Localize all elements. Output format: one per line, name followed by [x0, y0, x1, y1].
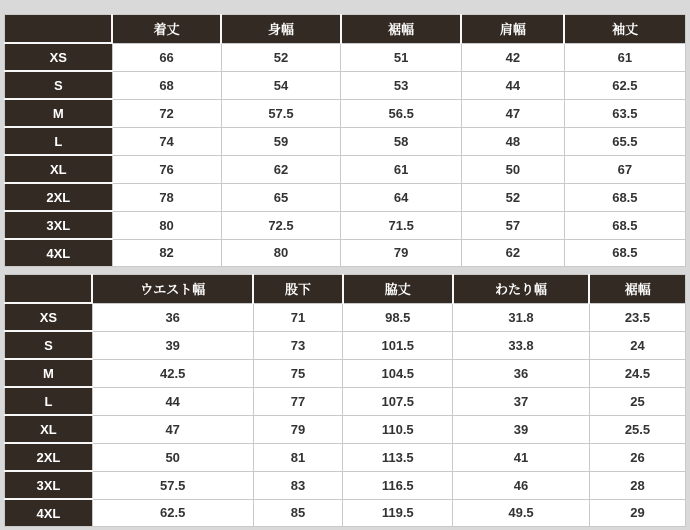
size-label: M: [5, 359, 93, 387]
size-row: [5, 499, 686, 527]
measurement-cell: 68.5: [564, 183, 685, 211]
measurement-cell: 61: [564, 43, 685, 71]
size-row: [5, 127, 686, 155]
measurement-cell: 75: [253, 359, 343, 387]
measurement-cell: 52: [221, 43, 341, 71]
measurement-cell: 25: [589, 387, 685, 415]
measurement-cell: 119.5: [343, 499, 453, 527]
measurement-cell: 24: [589, 331, 685, 359]
measurement-cell: 98.5: [343, 303, 453, 331]
measurement-cell: 44: [461, 71, 564, 99]
size-label: L: [5, 127, 113, 155]
size-row: [5, 71, 686, 99]
column-header: 裾幅: [341, 15, 462, 44]
measurement-cell: 71.5: [341, 211, 462, 239]
measurement-cell: 77: [253, 387, 343, 415]
size-label: S: [5, 331, 93, 359]
measurement-cell: 49.5: [453, 499, 590, 527]
corner-cell: [5, 275, 93, 304]
measurement-cell: 64: [341, 183, 462, 211]
measurement-cell: 46: [453, 471, 590, 499]
measurement-cell: 61: [341, 155, 462, 183]
size-row: [5, 183, 686, 211]
measurement-cell: 47: [92, 415, 253, 443]
measurement-cell: 68: [112, 71, 221, 99]
measurement-cell: 58: [341, 127, 462, 155]
column-header: わたり幅: [453, 275, 590, 304]
measurement-cell: 62: [461, 239, 564, 267]
measurement-cell: 42.5: [92, 359, 253, 387]
size-label: 4XL: [5, 499, 93, 527]
measurement-cell: 25.5: [589, 415, 685, 443]
size-label: 3XL: [5, 471, 93, 499]
measurement-cell: 82: [112, 239, 221, 267]
measurement-cell: 74: [112, 127, 221, 155]
size-label: 2XL: [5, 443, 93, 471]
measurement-cell: 81: [253, 443, 343, 471]
measurement-cell: 76: [112, 155, 221, 183]
header-row: [5, 15, 686, 44]
measurement-cell: 62.5: [564, 71, 685, 99]
measurement-cell: 65: [221, 183, 341, 211]
measurement-cell: 59: [221, 127, 341, 155]
size-label: 4XL: [5, 239, 113, 267]
measurement-cell: 50: [92, 443, 253, 471]
column-header: ウエスト幅: [92, 275, 253, 304]
measurement-cell: 80: [221, 239, 341, 267]
measurement-cell: 44: [92, 387, 253, 415]
size-row: [5, 471, 686, 499]
header-row: [5, 275, 686, 304]
measurement-cell: 57.5: [221, 99, 341, 127]
size-label: XL: [5, 415, 93, 443]
measurement-cell: 33.8: [453, 331, 590, 359]
measurement-cell: 62: [221, 155, 341, 183]
column-header: 肩幅: [461, 15, 564, 44]
size-label: 3XL: [5, 211, 113, 239]
measurement-cell: 73: [253, 331, 343, 359]
measurement-cell: 71: [253, 303, 343, 331]
measurement-cell: 36: [453, 359, 590, 387]
measurement-cell: 56.5: [341, 99, 462, 127]
size-row: [5, 239, 686, 267]
size-row: [5, 303, 686, 331]
measurement-cell: 68.5: [564, 211, 685, 239]
measurement-cell: 85: [253, 499, 343, 527]
measurement-cell: 116.5: [343, 471, 453, 499]
column-header: 股下: [253, 275, 343, 304]
measurement-cell: 41: [453, 443, 590, 471]
size-row: [5, 155, 686, 183]
measurement-cell: 39: [453, 415, 590, 443]
measurement-cell: 79: [341, 239, 462, 267]
size-row: [5, 415, 686, 443]
measurement-cell: 31.8: [453, 303, 590, 331]
measurement-cell: 63.5: [564, 99, 685, 127]
measurement-cell: 48: [461, 127, 564, 155]
size-row: [5, 99, 686, 127]
measurement-cell: 47: [461, 99, 564, 127]
column-header: 裾幅: [589, 275, 685, 304]
measurement-cell: 54: [221, 71, 341, 99]
measurement-cell: 57.5: [92, 471, 253, 499]
measurement-cell: 24.5: [589, 359, 685, 387]
size-row: [5, 211, 686, 239]
size-row: [5, 387, 686, 415]
size-label: L: [5, 387, 93, 415]
measurement-cell: 78: [112, 183, 221, 211]
bottoms-size-table: [4, 274, 686, 527]
size-label: XS: [5, 303, 93, 331]
measurement-cell: 66: [112, 43, 221, 71]
measurement-cell: 80: [112, 211, 221, 239]
measurement-cell: 23.5: [589, 303, 685, 331]
measurement-cell: 65.5: [564, 127, 685, 155]
measurement-cell: 62.5: [92, 499, 253, 527]
measurement-cell: 72.5: [221, 211, 341, 239]
measurement-cell: 107.5: [343, 387, 453, 415]
size-row: [5, 331, 686, 359]
size-label: M: [5, 99, 113, 127]
column-header: 脇丈: [343, 275, 453, 304]
measurement-cell: 29: [589, 499, 685, 527]
measurement-cell: 104.5: [343, 359, 453, 387]
size-label: XL: [5, 155, 113, 183]
column-header: 袖丈: [564, 15, 685, 44]
measurement-cell: 53: [341, 71, 462, 99]
measurement-cell: 52: [461, 183, 564, 211]
tops-size-table: [4, 14, 686, 267]
column-header: 着丈: [112, 15, 221, 44]
measurement-cell: 36: [92, 303, 253, 331]
measurement-cell: 26: [589, 443, 685, 471]
measurement-cell: 101.5: [343, 331, 453, 359]
measurement-cell: 57: [461, 211, 564, 239]
size-label: 2XL: [5, 183, 113, 211]
measurement-cell: 83: [253, 471, 343, 499]
measurement-cell: 67: [564, 155, 685, 183]
measurement-cell: 37: [453, 387, 590, 415]
size-row: [5, 443, 686, 471]
size-row: [5, 43, 686, 71]
size-row: [5, 359, 686, 387]
measurement-cell: 68.5: [564, 239, 685, 267]
size-label: XS: [5, 43, 113, 71]
measurement-cell: 42: [461, 43, 564, 71]
measurement-cell: 110.5: [343, 415, 453, 443]
measurement-cell: 51: [341, 43, 462, 71]
measurement-cell: 50: [461, 155, 564, 183]
size-label: S: [5, 71, 113, 99]
measurement-cell: 28: [589, 471, 685, 499]
column-header: 身幅: [221, 15, 341, 44]
corner-cell: [5, 15, 113, 44]
measurement-cell: 39: [92, 331, 253, 359]
measurement-cell: 72: [112, 99, 221, 127]
measurement-cell: 79: [253, 415, 343, 443]
measurement-cell: 113.5: [343, 443, 453, 471]
